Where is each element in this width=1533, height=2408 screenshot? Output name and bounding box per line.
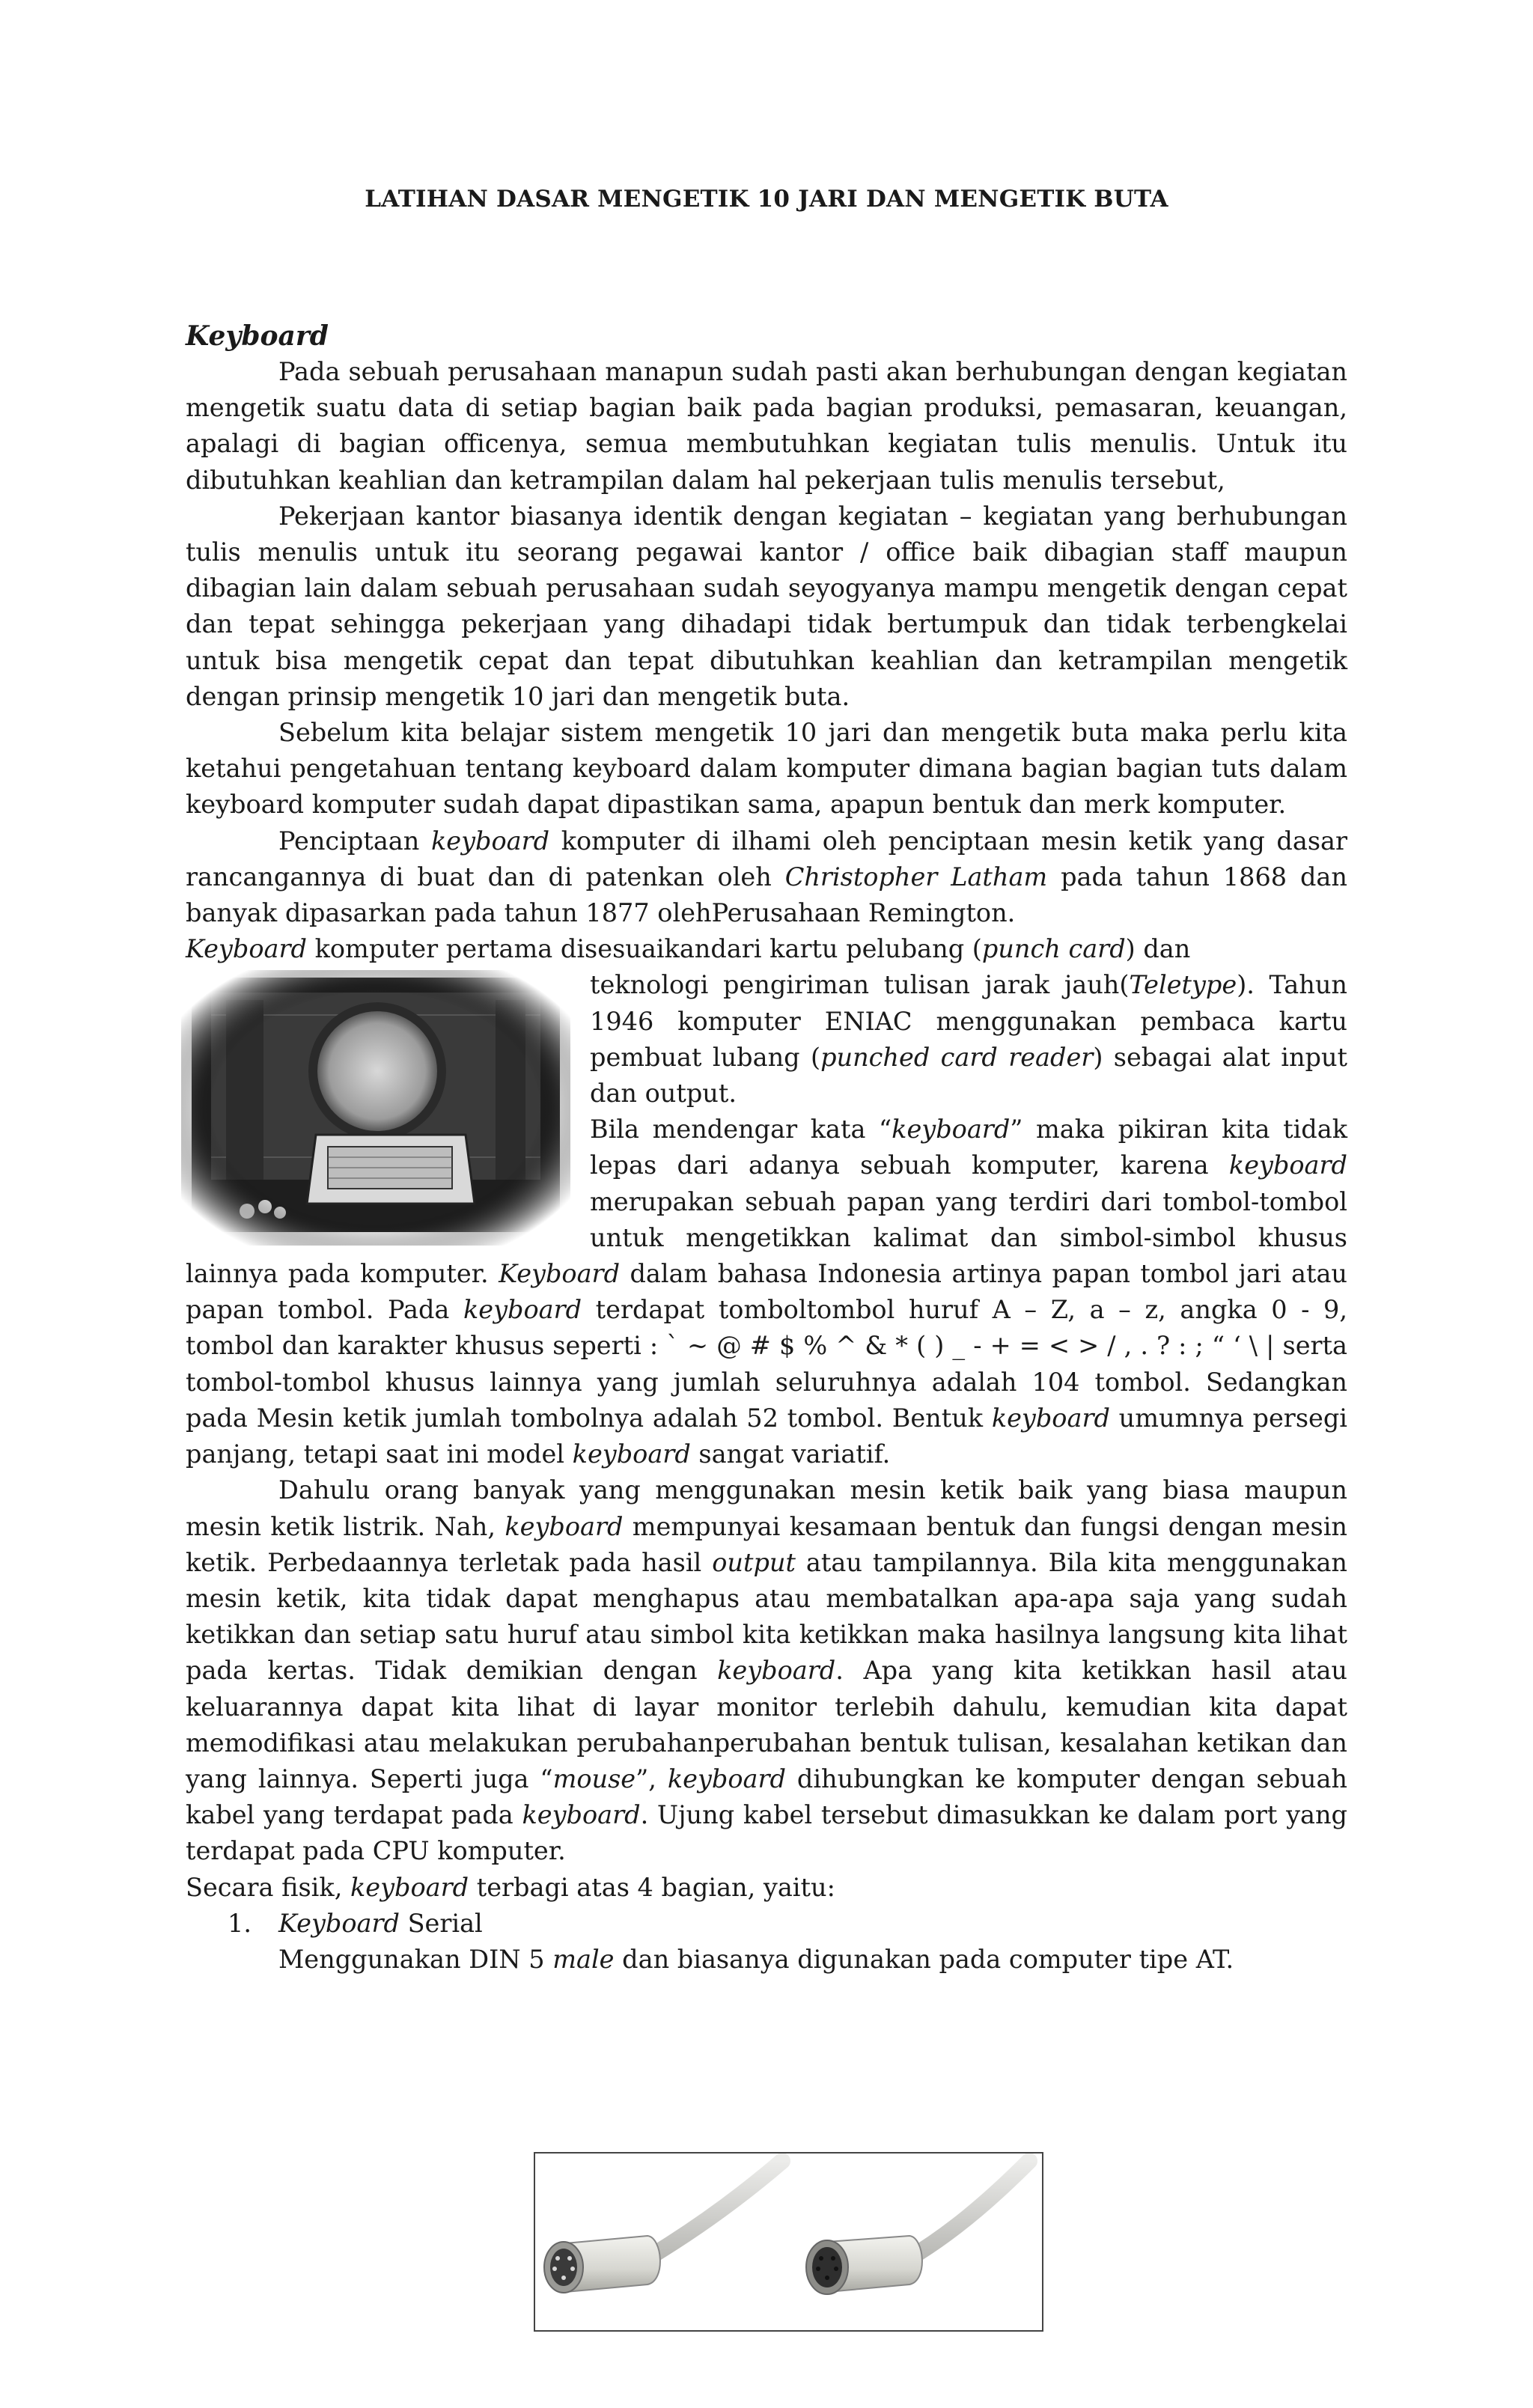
list-number: 1. — [228, 1908, 252, 1938]
paragraph-2: Pekerjaan kantor biasanya identik dengan kegiatan – kegiatan yang berhubungan tulis menulis untuk itu seorang pegawai kantor / office baik dibagian staff maupun dibagian lain dalam sebuah perusahaan sudah seyogyanya mampu mengetik dengan cepat dan tepat sehingga pekerjaan yang dihadapi tidak bertumpuk dan tidak terbengkelai untuk bisa mengetik cepat dan tepat dibutuhkan keahlian dan ketrampilan mengetik dengan prinsip mengetik 10 jari dan mengetik buta. — [186, 501, 1347, 711]
paragraph-5-intro: Keyboard komputer pertama disesuaikandari kartu pelubang (punch card) dan — [186, 934, 1191, 964]
paragraph-5-continued: teknologi pengiriman tulisan jarak jauh(Teletype). Tahun 1946 komputer ENIAC menggunakan pembaca kartu pembuat lubang (punched card reader) sebagai alat input dan output. — [590, 970, 1347, 1109]
din-connector-illustration — [535, 2154, 1042, 2330]
section-heading: Keyboard — [186, 320, 329, 352]
din5-connector-image — [534, 2152, 1043, 2332]
paragraph-3: Sebelum kita belajar sistem mengetik 10 jari dan mengetik buta maka perlu kita ketahui pengetahuan tentang keyboard dalam komputer dimana bagian bagian tuts dalam keyboard komputer sudah dapat dipastikan sama, apapun bentuk dan merk komputer. — [186, 718, 1347, 820]
paragraph-4: Penciptaan keyboard komputer di ilhami oleh penciptaan mesin ketik yang dasar rancangannya di buat dan di patenkan oleh Christopher Latham pada tahun 1868 dan banyak dipasarkan pada tahun 1877 olehPerusahaan Remington. — [186, 826, 1347, 928]
page-title: LATIHAN DASAR MENGETIK 10 JARI DAN MENGETIK BUTA — [365, 186, 1168, 213]
list-item-description: Menggunakan DIN 5 male dan biasanya digunakan pada computer tipe AT. — [278, 1944, 1234, 1974]
list-item-title: Keyboard Serial — [278, 1908, 483, 1938]
paragraph-1: Pada sebuah perusahaan manapun sudah pasti akan berhubungan dengan kegiatan mengetik suatu data di setiap bagian baik pada bagian produksi, pemasaran, keuangan, apalagi di bagian officenya, semua membutuhkan kegiatan tulis menulis. Untuk itu dibutuhkan keahlian dan ketrampilan dalam hal pekerjaan tulis menulis tersebut, — [186, 357, 1347, 495]
list-item — [186, 1906, 1347, 1978]
paragraph-7: Dahulu orang banyak yang menggunakan mesin ketik baik yang biasa maupun mesin ketik listrik. Nah, keyboard mempunyai kesamaan bentuk dan fungsi dengan mesin ketik. Perbedaannya terletak pada hasil output atau tampilannya. Bila kita menggunakan mesin ketik, kita tidak dapat menghapus atau membatalkan apa-apa saja yang sudah ketikkan dan setiap satu huruf atau simbol kita ketikkan maka hasilnya langsung kita lihat pada kertas. Tidak demikian dengan keyboard. Apa yang kita ketikkan hasil atau keluarannya dapat kita lihat di layar monitor terlebih dahulu, kemudian kita dapat memodifikasi atau melakukan perubahanperubahan bentuk tulisan, kesalahan ketikan dan yang lainnya. Seperti juga “mouse”, keyboard dihubungkan ke komputer dengan sebuah kabel yang terdapat pada keyboard. Ujung kabel tersebut dimasukkan ke dalam port yang terdapat pada CPU komputer. — [186, 1475, 1348, 1866]
eniac-computer-image — [181, 970, 570, 1246]
paragraph-8: Secara fisik, keyboard terbagi atas 4 bagian, yaitu: — [186, 1872, 835, 1902]
paragraph-6: Bila mendengar kata “keyboard” maka pikiran kita tidak lepas dari adanya sebuah komputer, karena keyboard merupakan sebuah papan yang terdiri dari tombol-tombol untuk mengetikkan kalimat dan simbol-simbol khusus lainnya pada komputer. Keyboard dalam bahasa Indonesia artinya papan tombol jari atau papan tombol. Pada keyboard terdapat tomboltombol huruf A – Z, a – z, angka 0 - 9, tombol dan karakter khusus seperti : ` ~ @ # $ % ^ & * ( ) _ - + = < > / , . ? : ; “ ‘ \ | serta tombol-tombol khusus lainnya yang jumlah seluruhnya adalah 104 tombol. Sedangkan pada Mesin ketik jumlah tombolnya adalah 52 tombol. Bentuk keyboard umumnya persegi panjang, tetapi saat ini model keyboard sangat variatif. — [186, 1115, 1348, 1469]
document-body — [186, 318, 1347, 1978]
vintage-computer-illustration — [181, 970, 570, 1246]
